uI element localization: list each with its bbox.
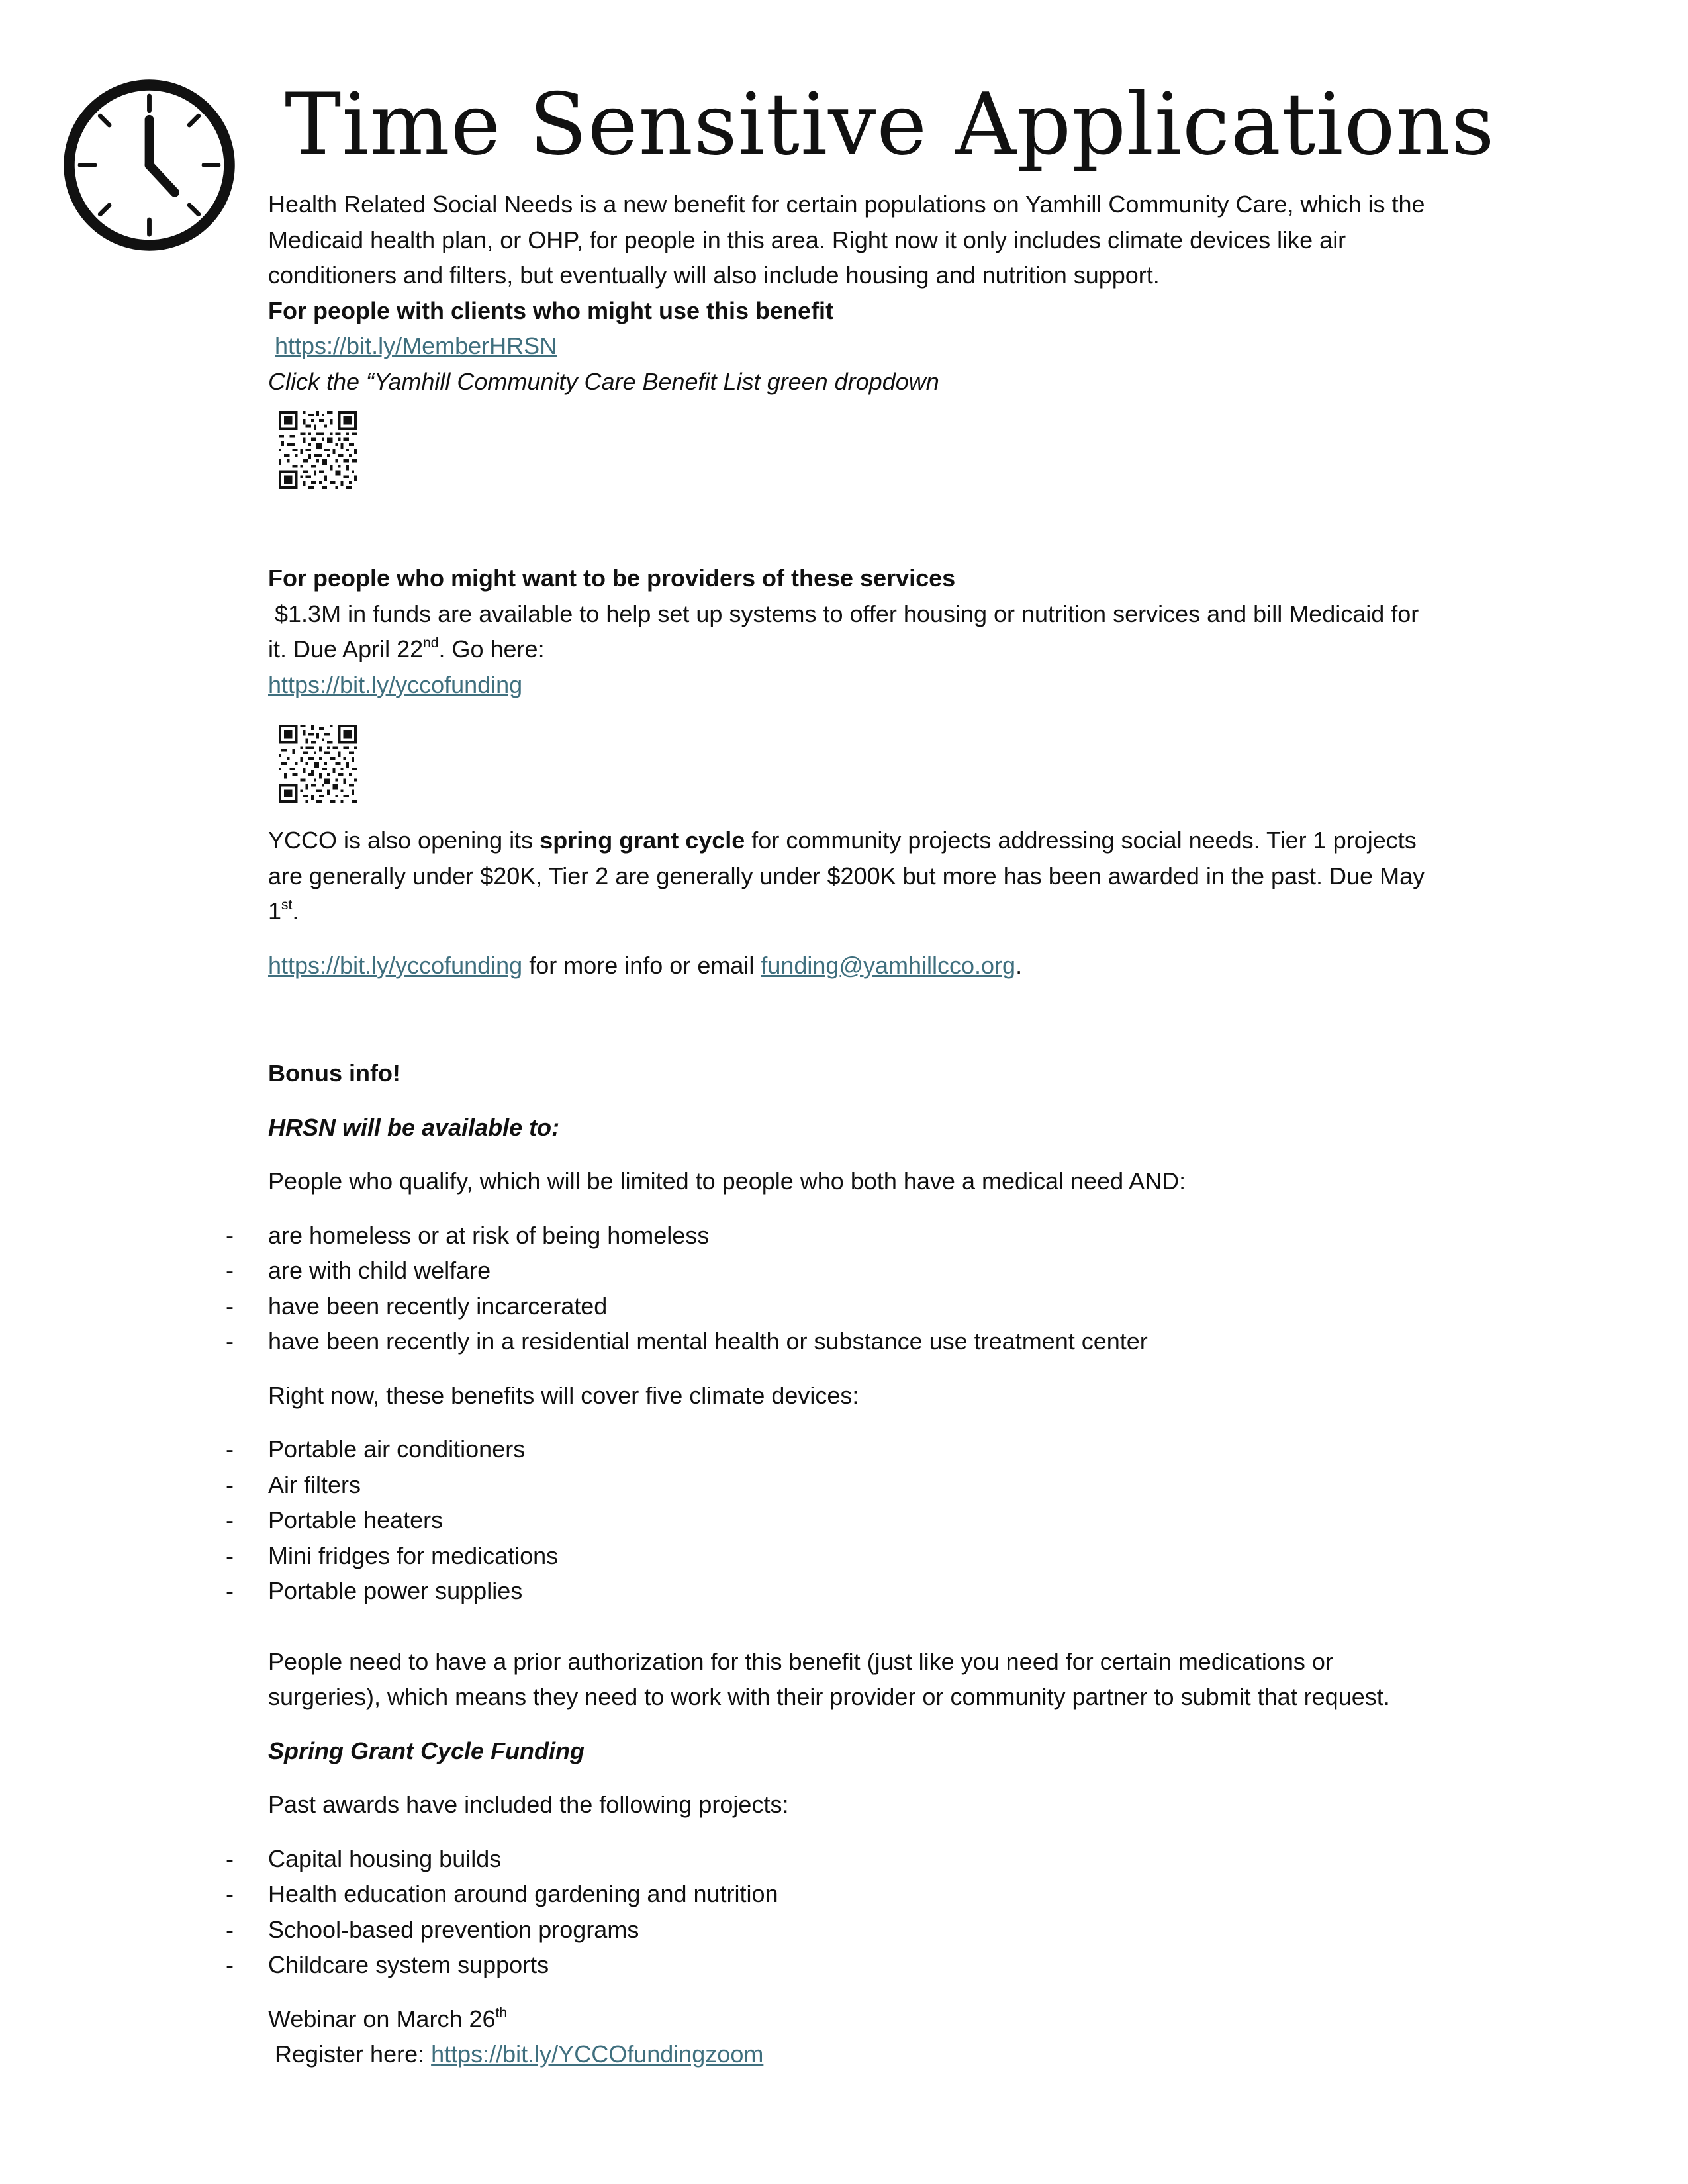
member-hrsn-link[interactable]: https://bit.ly/MemberHRSN xyxy=(275,332,557,359)
list-item: - Mini fridges for medications xyxy=(226,1541,559,1569)
list-item: - are with child welfare xyxy=(226,1257,491,1284)
devices-list xyxy=(226,1432,1427,1609)
page-title: Time Sensitive Applications xyxy=(285,75,1495,174)
register-zoom-link[interactable]: https://bit.ly/YCCOfundingzoom xyxy=(431,2040,764,2068)
spring-grant-paragraph: YCCO is also opening its spring grant cycle for community projects addressing social needs. Tier 1 projects are generally under $20K, Tier 2 are generally under $200K but more has been awarded in the past. Due May 1st. xyxy=(268,827,1425,925)
providers-heading: For people who might want to be providers of these services xyxy=(268,565,956,592)
hrsn-heading: HRSN will be available to: xyxy=(268,1113,560,1141)
list-item: - have been recently in a residential mental health or substance use treatment center xyxy=(226,1328,1148,1355)
webinar-line: Webinar on March 26th xyxy=(268,2005,508,2032)
list-item: - Portable air conditioners xyxy=(226,1435,526,1463)
register-line: Register here: https://bit.ly/YCCOfundingzoom xyxy=(275,2040,764,2068)
document-body xyxy=(226,187,1427,2072)
qr-code-yccofunding xyxy=(279,725,357,803)
intro-paragraph: Health Related Social Needs is a new benefit for certain populations on Yamhill Community Care, which is the Medicaid health plan, or OHP, for people in this area. Right now it only includes climate devices like air conditioners and filters, but eventually will also include housing and nutrition support. xyxy=(268,191,1425,289)
list-item: - are homeless or at risk of being homeless xyxy=(226,1221,710,1249)
funding-email-link[interactable]: funding@yamhillcco.org xyxy=(761,951,1016,979)
prior-auth-paragraph: People need to have a prior authorization for this benefit (just like you need for certain medications or surgeries), which means they need to work with their provider or community partner to submit that request. xyxy=(268,1647,1390,1710)
qualify-intro: People who qualify, which will be limited to people who both have a medical need AND: xyxy=(268,1167,1186,1195)
past-awards-intro: Past awards have included the following projects: xyxy=(268,1791,789,1818)
bonus-heading: Bonus info! xyxy=(268,1060,400,1087)
projects-list xyxy=(226,1841,1427,1983)
clients-heading: For people with clients who might use this benefit xyxy=(268,296,834,324)
list-item: - Portable power supplies xyxy=(226,1577,523,1604)
yccofunding-link[interactable]: https://bit.ly/yccofunding xyxy=(268,670,523,698)
list-item: - Childcare system supports xyxy=(226,1951,549,1978)
clients-note: Click the “Yamhill Community Care Benefit List green dropdown xyxy=(268,367,939,395)
list-item: - Health education around gardening and nutrition xyxy=(226,1880,778,1907)
list-item: - School-based prevention programs xyxy=(226,1915,639,1943)
spring-links-line: https://bit.ly/yccofunding for more info or email funding@yamhillcco.org. xyxy=(268,951,1023,979)
qualify-list xyxy=(226,1218,1427,1359)
list-item: - Portable heaters xyxy=(226,1506,444,1533)
devices-intro: Right now, these benefits will cover five climate devices: xyxy=(268,1381,859,1409)
yccofunding-link-2[interactable]: https://bit.ly/yccofunding xyxy=(268,951,523,979)
providers-paragraph: $1.3M in funds are available to help set up systems to offer housing or nutrition services and bill Medicaid for it. Due April 22nd. Go here: xyxy=(268,600,1419,662)
list-item: - have been recently incarcerated xyxy=(226,1292,608,1320)
list-item: - Capital housing builds xyxy=(226,1844,502,1872)
list-item: - Air filters xyxy=(226,1471,361,1498)
clock-icon xyxy=(58,74,240,256)
grant-heading: Spring Grant Cycle Funding xyxy=(268,1737,585,1764)
qr-code-member-hrsn xyxy=(279,411,357,489)
